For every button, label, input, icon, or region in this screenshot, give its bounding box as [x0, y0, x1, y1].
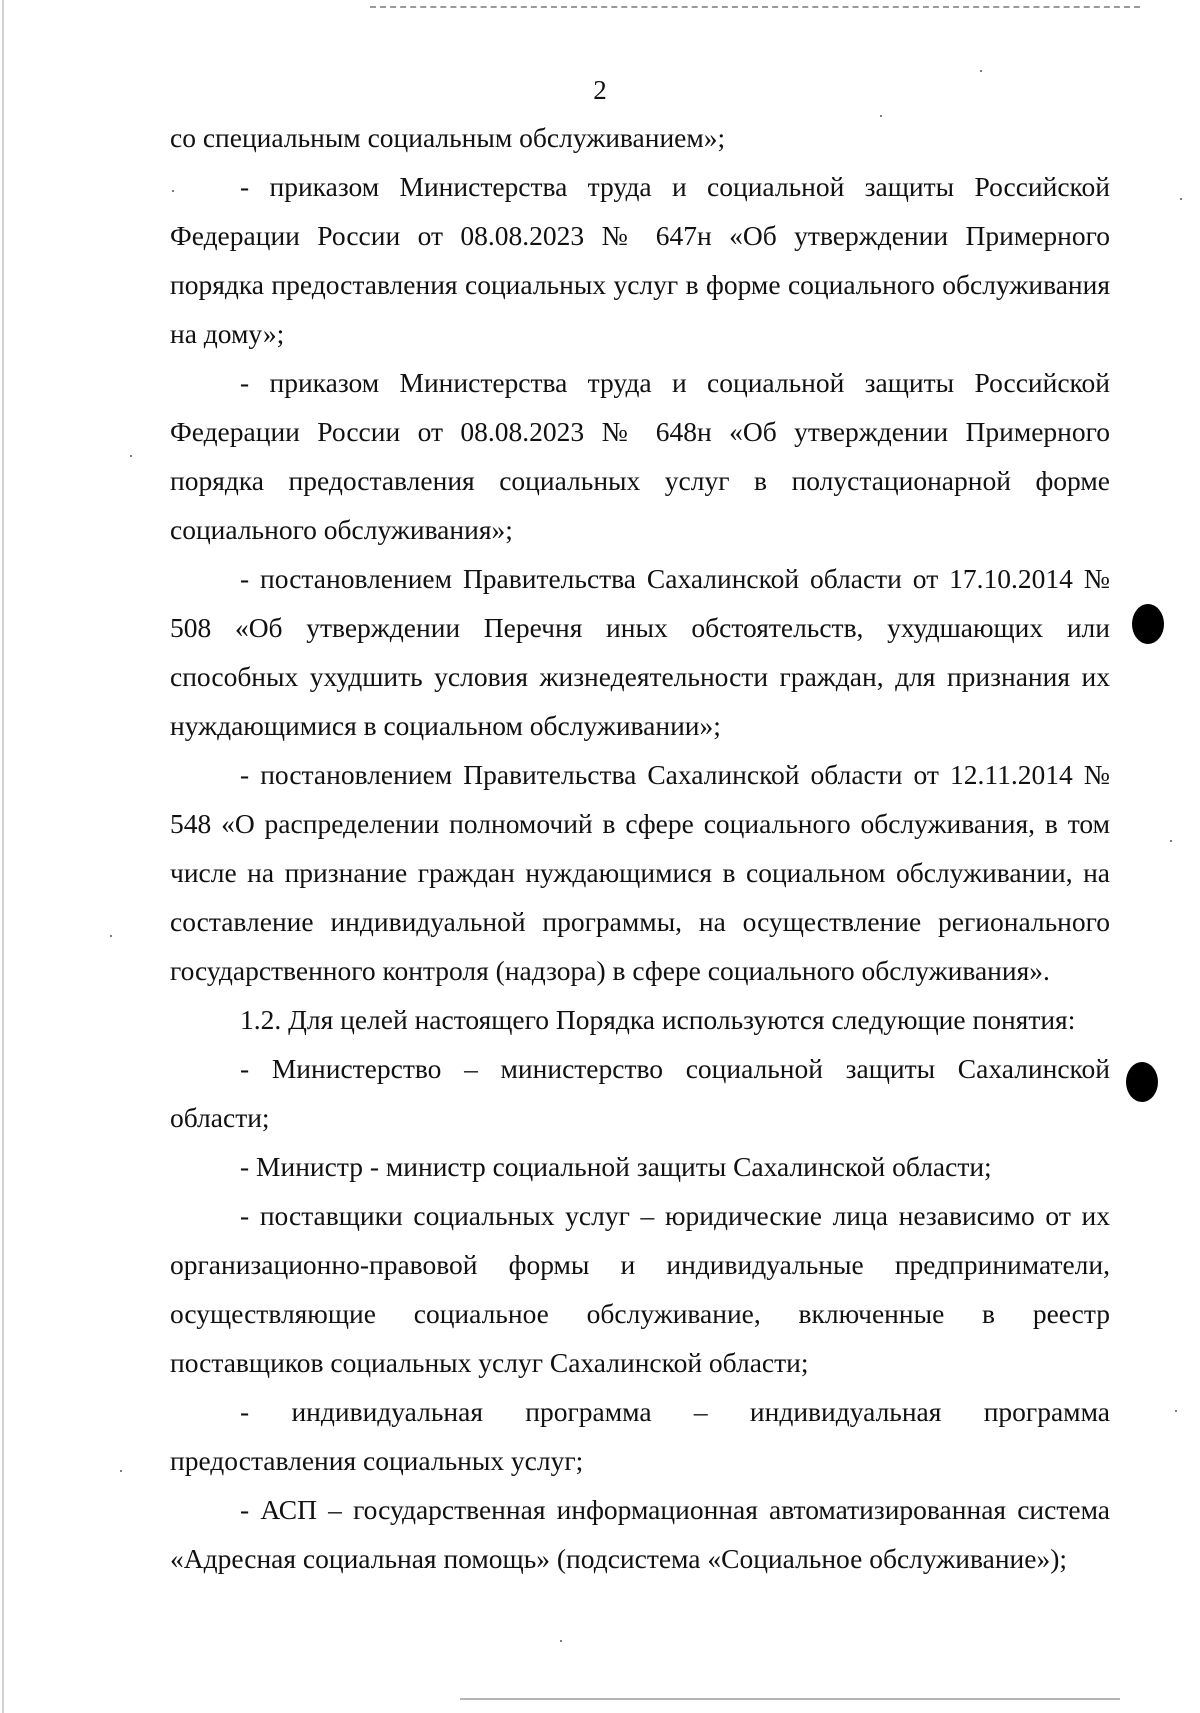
body-text	[170, 113, 1110, 1583]
punch-hole-mark	[1126, 1062, 1158, 1102]
paragraph: - Министерство – министерство социальной защиты Сахалинской области;	[170, 1053, 1110, 1133]
paragraph: со специальным социальным обслуживанием»;	[170, 122, 726, 153]
paragraph: - поставщики социальных услуг – юридические лица независимо от их организационно-правовой формы и индивидуальные предприниматели, осуществляющие социальное обслуживание, включенные в реестр поставщиков социальных услуг Сахалинской области;	[170, 1200, 1110, 1378]
scan-speck	[130, 455, 132, 457]
scan-speck	[1170, 840, 1172, 842]
paragraph: - индивидуальная программа – индивидуальная программа предоставления социальных услуг;	[170, 1396, 1110, 1476]
paragraph: - Министр - министр социальной защиты Сахалинской области;	[240, 1151, 992, 1182]
scan-speck	[1175, 1410, 1177, 1412]
scan-speck	[980, 70, 982, 72]
punch-hole-mark	[1132, 604, 1164, 644]
paragraph: - приказом Министерства труда и социальной защиты Российской Федерации России от 08.08.2023 № 648н «Об утверждении Примерного порядка предоставления социальных услуг в полустационарной форме социального обслуживания»;	[170, 367, 1110, 545]
paragraph: 1.2. Для целей настоящего Порядка используются следующие понятия:	[240, 1004, 1076, 1035]
scan-left-edge	[2, 0, 4, 1713]
scan-speck	[1180, 198, 1182, 200]
paragraph: - АСП – государственная информационная автоматизированная система «Адресная социальная помощь» (подсистема «Социальное обслуживание»);	[170, 1494, 1110, 1574]
scan-bottom-rule	[460, 1698, 1120, 1700]
paragraph: - постановлением Правительства Сахалинской области от 12.11.2014 № 548 «О распределении полномочий в сфере социального обслуживания, в том числе на признание граждан нуждающимися в социальном обслуживании, на составление индивидуальной программы, на осуществление регионального государственного контроля (надзора) в сфере социального обслуживания».	[170, 759, 1110, 986]
paragraph: - постановлением Правительства Сахалинской области от 17.10.2014 № 508 «Об утверждении Перечня иных обстоятельств, ухудшающих или способных ухудшить условия жизнедеятельности граждан, для признания их нуждающимися в социальном обслуживании»;	[170, 563, 1110, 741]
scan-speck	[172, 190, 174, 192]
page-number: 2	[593, 75, 607, 105]
scan-top-rule	[370, 6, 1140, 8]
scan-speck	[560, 1640, 562, 1642]
scan-speck	[120, 1470, 122, 1472]
scan-speck	[110, 935, 112, 937]
paragraph: - приказом Министерства труда и социальной защиты Российской Федерации России от 08.08.2023 № 647н «Об утверждении Примерного порядка предоставления социальных услуг в форме социального обслуживания на дому»;	[170, 171, 1110, 349]
scan-speck	[880, 115, 882, 117]
